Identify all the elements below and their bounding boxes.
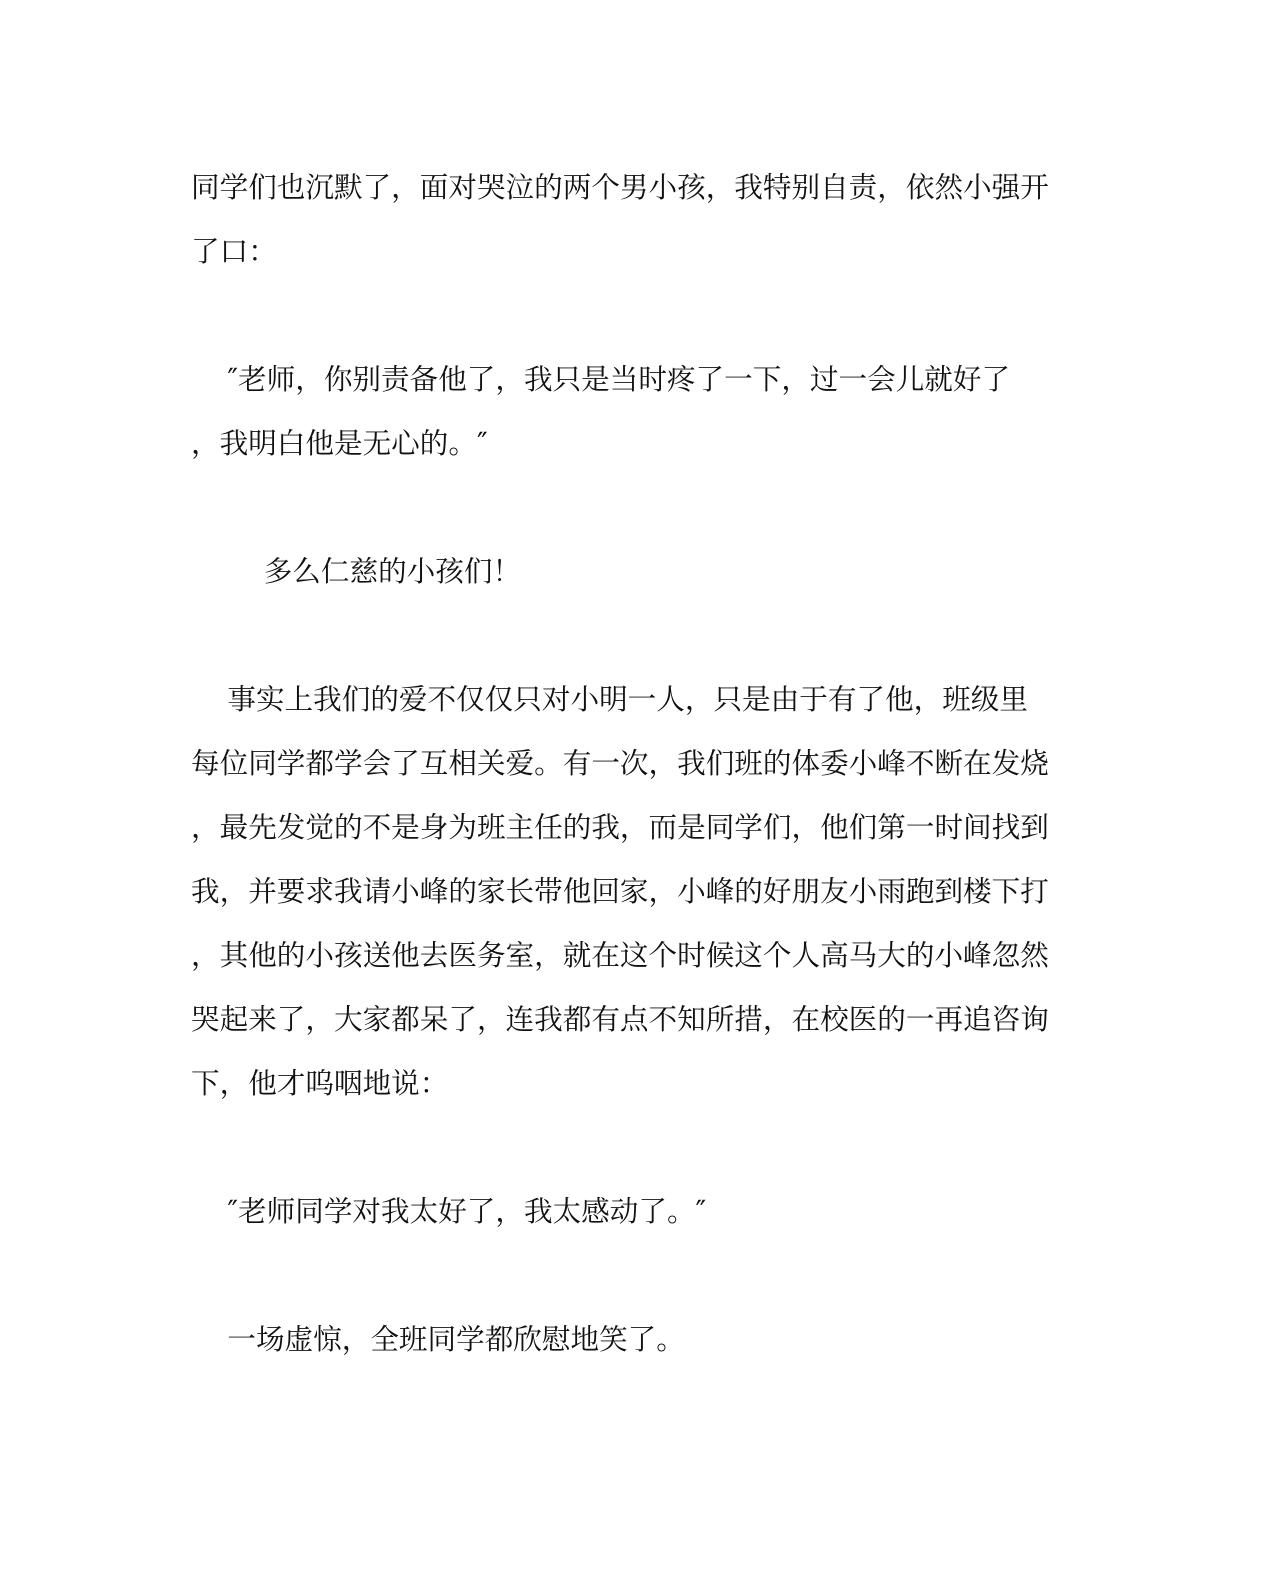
text-line: 我，并要求我请小峰的家长带他回家，小峰的好朋友小雨跑到楼下打 <box>191 874 1049 908</box>
text-line: 同学们也沉默了，面对哭泣的两个男小孩，我特别自责，依然小强开 <box>191 170 1049 204</box>
text-line: 多么仁慈的小孩们！ <box>191 554 522 588</box>
text-line: ，其他的小孩送他去医务室，就在这个时候这个人高马大的小峰忽然 <box>191 938 1049 972</box>
text-line: 一场虚惊，全班同学都欣慰地笑了。 <box>191 1322 685 1356</box>
text-line: ″老师同学对我太好了，我太感动了。″ <box>191 1194 707 1228</box>
text-line: 了口： <box>191 234 277 268</box>
text-line: 哭起来了，大家都呆了，连我都有点不知所措，在校医的一再追咨询 <box>191 1002 1049 1036</box>
text-line: ″老师，你别责备他了，我只是当时疼了一下，过一会儿就好了 <box>191 362 1011 396</box>
text-line: ，最先发觉的不是身为班主任的我，而是同学们，他们第一时间找到 <box>191 810 1049 844</box>
text-line: 事实上我们的爱不仅仅只对小明一人，只是由于有了他，班级里 <box>191 682 1028 716</box>
text-line: 下，他才呜咽地说： <box>191 1066 449 1100</box>
text-line: 每位同学都学会了互相关爱。有一次，我们班的体委小峰不断在发烧 <box>191 746 1049 780</box>
text-line: ，我明白他是无心的。″ <box>191 426 488 460</box>
